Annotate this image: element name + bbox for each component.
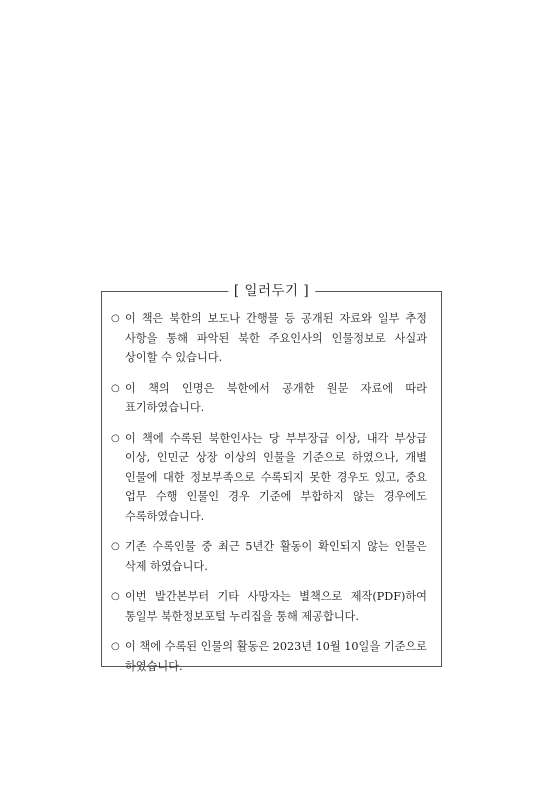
notice-item [111, 587, 427, 626]
notice-item-text: 이 책의 인명은 북한에서 공개한 원문 자료에 따라 표기하였습니다. [125, 381, 427, 414]
circle-bullet-icon: ○ [111, 382, 120, 394]
notice-title: [ 일러두기 ] [228, 281, 315, 301]
circle-bullet-icon: ○ [111, 541, 120, 552]
notice-item [111, 537, 427, 576]
notice-item-text: 이번 발간본부터 기타 사망자는 별책으로 제작(PDF)하여 통일부 북한정보포털 누리집을 통해 제공합니다. [125, 590, 427, 623]
notice-item [111, 309, 427, 368]
circle-bullet-icon: ○ [111, 313, 120, 324]
notice-list [111, 309, 427, 687]
circle-bullet-icon: ○ [111, 591, 120, 602]
notice-item-text: 이 책은 북한의 보도나 간행물 등 공개된 자료와 일부 추정 사항을 통해 파악된 북한 주요인사의 인물정보로 사실과 상이할 수 있습니다. [125, 312, 427, 364]
notice-item-text: 이 책에 수록된 인물의 활동은 2023년 10월 10일을 기준으로 하였습니다. [125, 640, 427, 673]
notice-item [111, 637, 427, 676]
notice-item-text: 이 책에 수록된 북한인사는 당 부부장급 이상, 내각 부상급 이상, 인민군 상장 이상의 인물을 기준으로 하였으나, 개별 인물에 대한 정보부족으로 수록되지 못한 경우도 있고, 중요 업무 수행 인물인 경우 기준에 부합하지 않는 경우에도 수록하였습니다. [125, 431, 427, 523]
notice-item [111, 379, 427, 418]
circle-bullet-icon: ○ [111, 432, 120, 444]
circle-bullet-icon: ○ [111, 641, 120, 652]
notice-item [111, 429, 427, 527]
notice-item-text: 기존 수록인물 중 최근 5년간 활동이 확인되지 않는 인물은 삭제 하였습니다. [125, 540, 427, 573]
notice-box [101, 283, 442, 673]
